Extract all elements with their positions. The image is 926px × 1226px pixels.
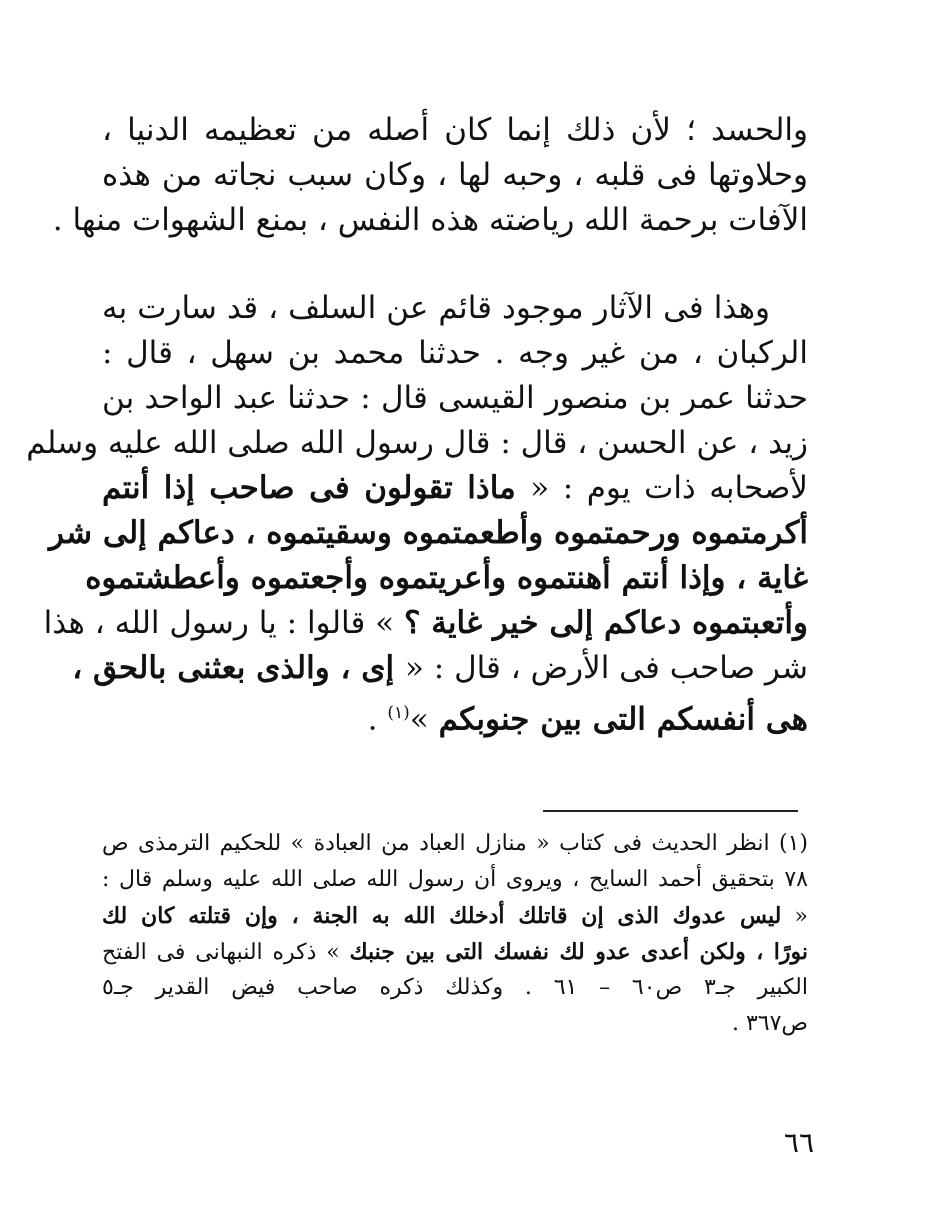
text-line	[43, 601, 808, 646]
text-line	[72, 646, 808, 691]
footnote-line: ص٣٦٧ .	[731, 1011, 808, 1036]
plain-text: «	[781, 904, 808, 929]
paragraph-1	[52, 108, 808, 243]
paragraph-2	[26, 286, 808, 738]
plain-text: » ذكره النبهانى فى الفتح	[102, 940, 350, 965]
text-line: وحلاوتها فى قلبه ، وحبه لها ، وكان سبب نجاته من هذه	[102, 157, 808, 193]
hadith-text: نورًا ، ولكن أعدى عدو لك نفسك التى بين جنبك	[349, 939, 808, 965]
plain-text: شر صاحب فى الأرض ، قال : «	[404, 650, 808, 686]
footnote-line	[102, 898, 808, 934]
text-line	[102, 691, 808, 736]
text-line: حدثنا عمر بن منصور القيسى قال : حدثنا عبد الواحد بن	[102, 380, 808, 416]
text-line: زيد ، عن الحسن ، قال : قال رسول الله صلى الله عليه وسلم	[26, 425, 808, 461]
footnote-line	[102, 934, 808, 970]
hadith-line: أكرمتموه ورحمتموه وأطعمتموه وسقيتموه ، دعاكم إلى شر	[48, 515, 808, 551]
hadith-text: ماذا تقولون فى صاحب إذا أنتم	[102, 470, 531, 506]
text-line: والحسد ؛ لأن ذلك إنما كان أصله من تعظيمه الدنيا ،	[102, 112, 808, 148]
hadith-text: ليس عدوك الذى إن قاتلك أدخلك الله به الجنة ، وإن قتلته كان لك	[102, 903, 782, 929]
plain-text: لأصحابه ذات يوم : «	[530, 470, 808, 506]
text-line: الركبان ، من غير وجه . حدثنا محمد بن سهل ، قال :	[102, 335, 808, 371]
footnote-line: الكبير جـ٣ ص٦٠ – ٦١ . وكذلك ذكره صاحب فيض القدير جـ٥	[102, 975, 808, 1000]
hadith-text: هى أنفسكم التى بين جنوبكم	[438, 701, 808, 738]
footnote-line: (١) انظر الحديث فى كتاب « منازل العباد من العبادة » للحكيم الترمذى ص	[102, 831, 808, 856]
hadith-text: إى ، والذى بعثنى بالحق ،	[72, 650, 405, 686]
footnote-line: ٧٨ بتحقيق أحمد السايح ، ويروى أن رسول الله صلى الله عليه وسلم قال :	[102, 867, 808, 892]
hadith-line: غاية ، وإذا أنتم أهنتموه وأعريتموه وأجعتموه وأعطشتموه	[85, 560, 808, 596]
closing-quote: »	[409, 701, 439, 738]
plain-text: » قالوا : يا رسول الله ، هذا	[43, 605, 404, 641]
footnote-marker: (١)	[387, 703, 410, 723]
footnote-block	[102, 826, 808, 1042]
page-number: ٦٦	[783, 1126, 814, 1159]
text-line: وهذا فى الآثار موجود قائم عن السلف ، قد سارت به	[102, 290, 770, 326]
footnote-divider	[543, 810, 798, 812]
text-line: الآفات برحمة الله رياضته هذه النفس ، بمنع الشهوات منها .	[52, 202, 808, 238]
period: .	[367, 701, 388, 738]
hadith-text: وأتعبتموه دعاكم إلى خير غاية ؟	[403, 605, 808, 641]
text-line	[102, 466, 808, 511]
